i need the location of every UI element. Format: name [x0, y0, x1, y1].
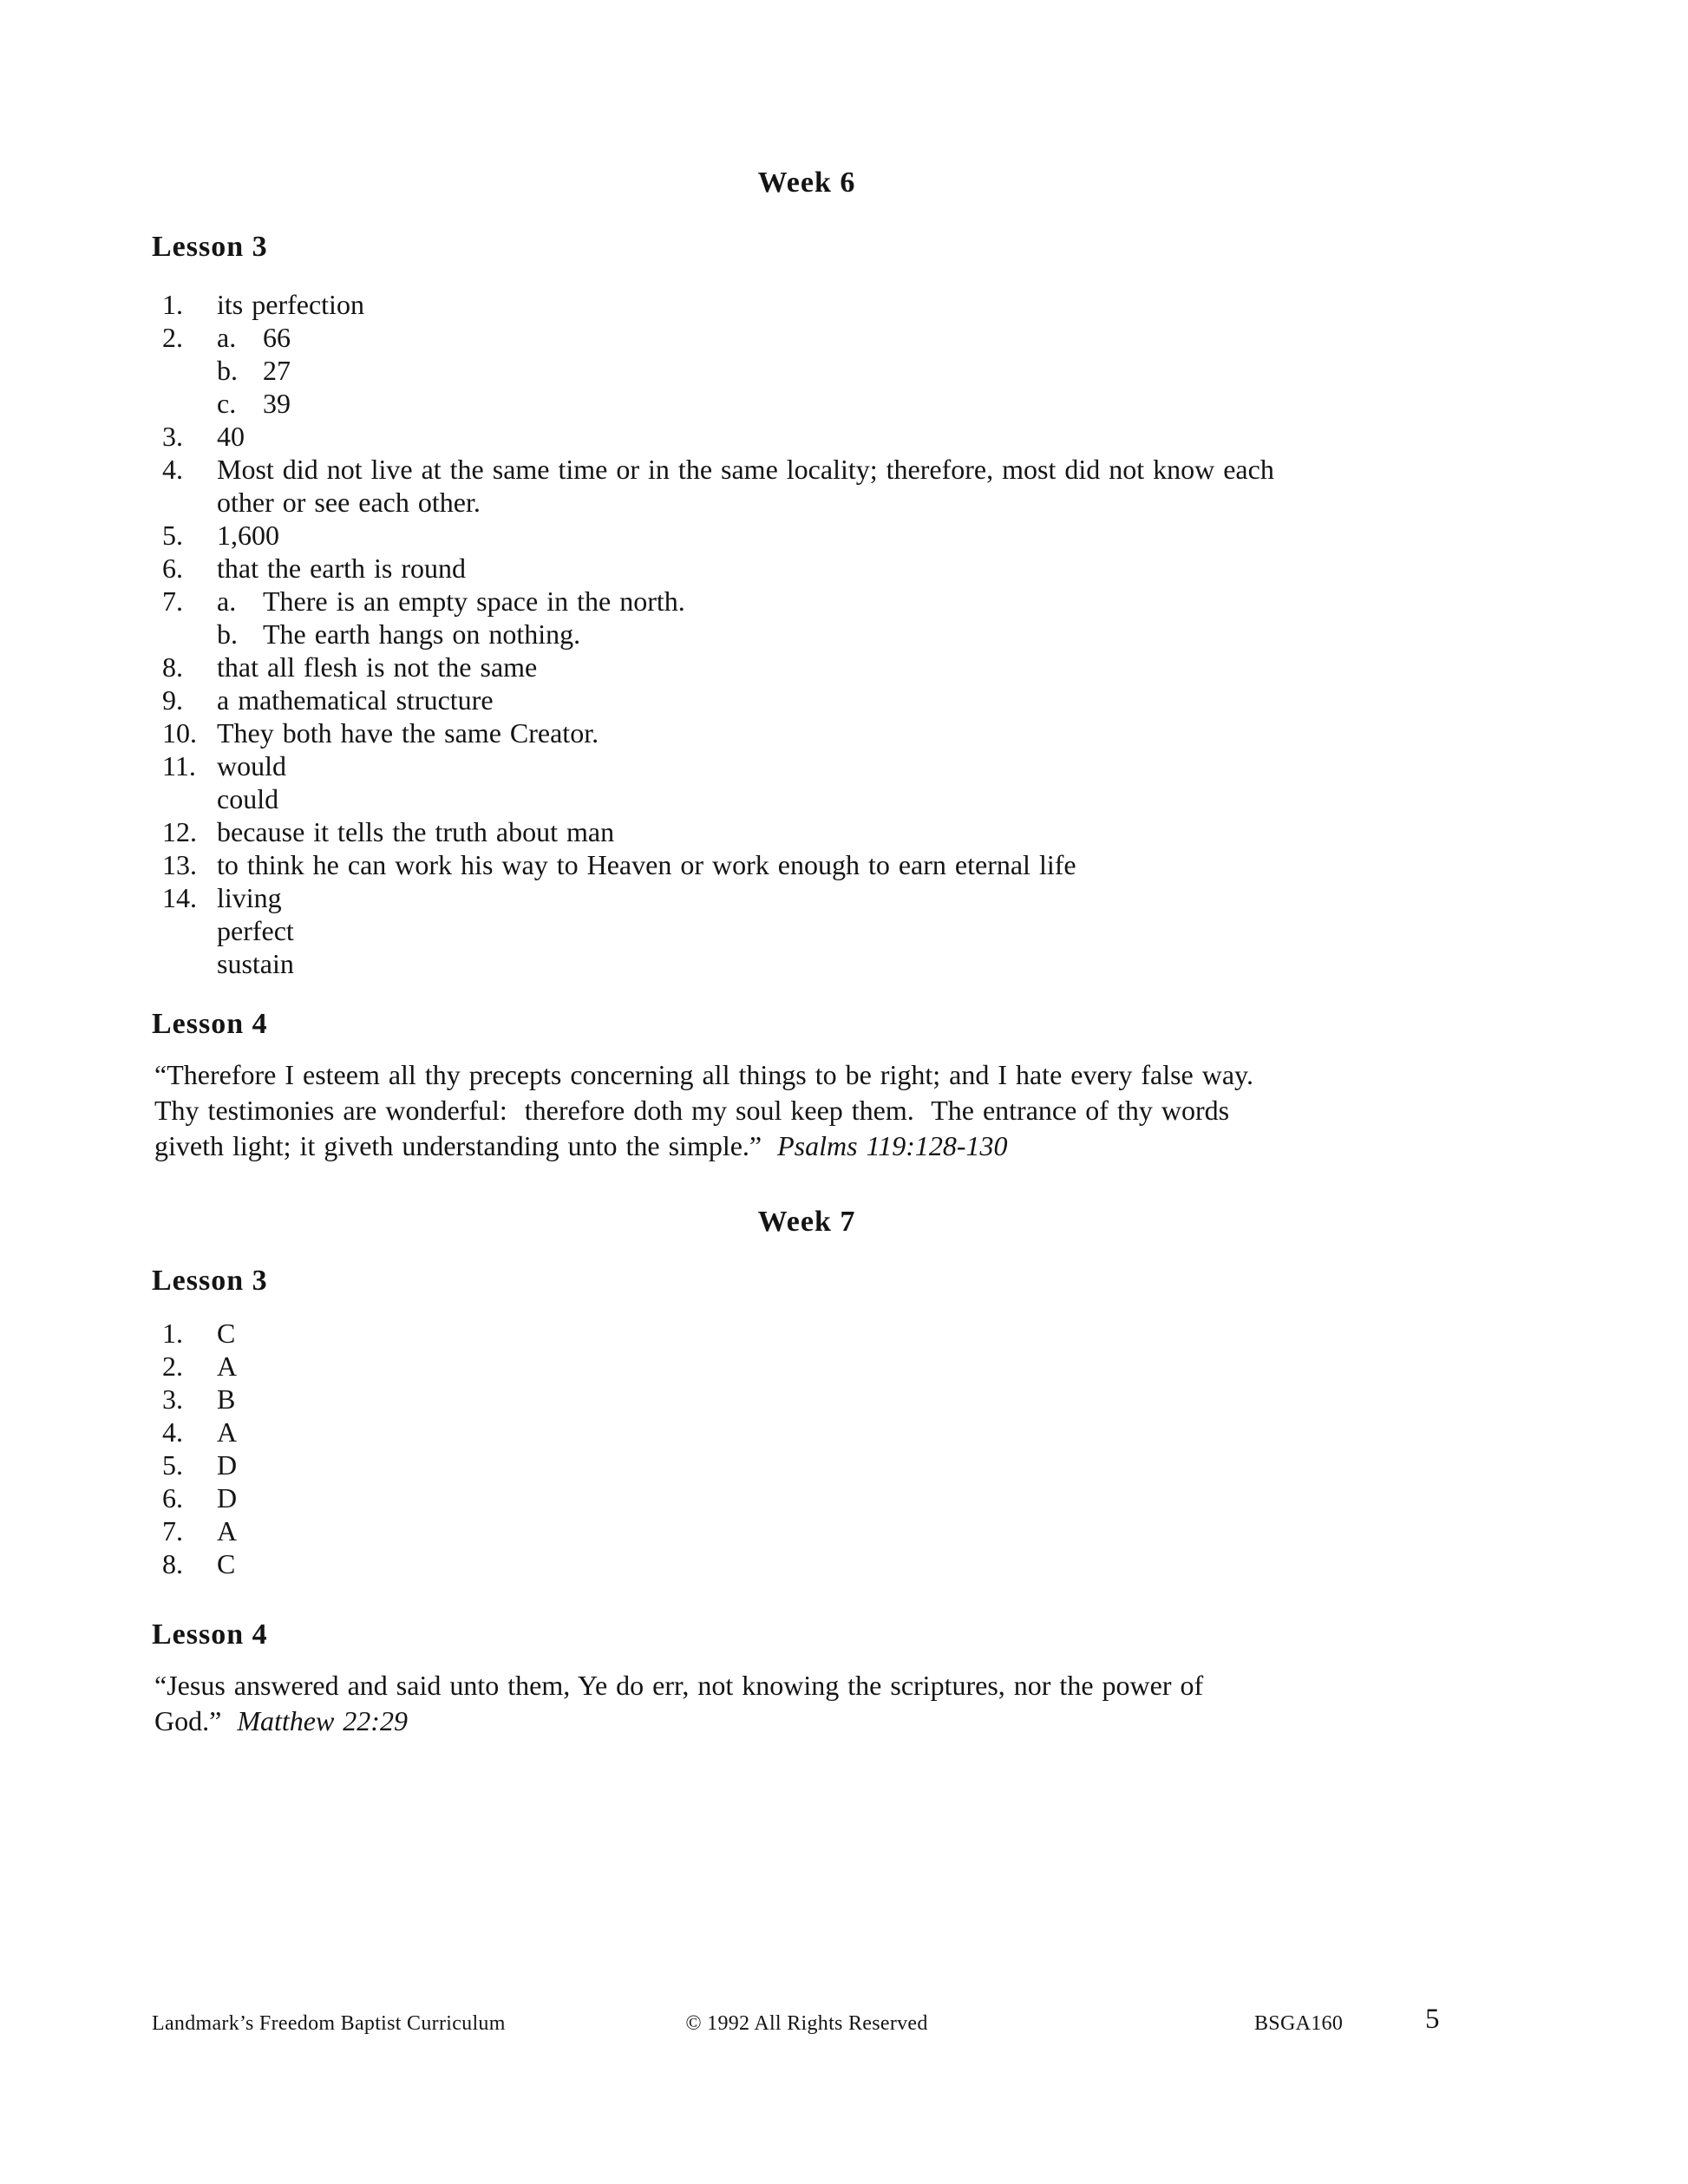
answer-number: 10.	[162, 717, 197, 749]
answer-text: that all flesh is not the same	[217, 651, 538, 683]
answer-row	[162, 1481, 1489, 1514]
answer-row	[162, 1416, 1489, 1448]
answer-text-line: living	[217, 882, 282, 913]
scripture-quote-line: Thy testimonies are wonderful: therefore doth my soul keep them. The entrance of thy words	[154, 1095, 1230, 1126]
answer-sub-row	[217, 321, 1489, 354]
answer-sub-row	[217, 354, 1489, 387]
answer-row	[162, 651, 1489, 683]
answer-number: 2.	[162, 322, 183, 353]
answer-row	[162, 881, 1489, 980]
answer-text-line: would	[217, 750, 286, 781]
answer-text: to think he can work his way to Heaven or work enough to earn eternal life	[217, 849, 1076, 880]
answer-row	[162, 420, 1489, 453]
footer-code: BSGA160	[1254, 2012, 1344, 2035]
answer-row	[162, 1350, 1489, 1383]
answer-row	[162, 552, 1489, 585]
scripture-quote-text: giveth light; it giveth understanding unto the simple.”	[154, 1130, 762, 1161]
answer-row	[162, 519, 1489, 552]
answer-text: C	[217, 1318, 236, 1349]
scripture-reference: Matthew 22:29	[237, 1705, 408, 1736]
answer-row	[162, 585, 1489, 651]
footer-copyright: © 1992 All Rights Reserved	[685, 2012, 928, 2035]
answer-text-line: could	[217, 783, 279, 814]
answer-row	[162, 1547, 1489, 1580]
answer-number: 13.	[162, 849, 197, 880]
answer-text: 1,600	[217, 520, 279, 551]
answer-number: 3.	[162, 421, 183, 452]
answer-row	[162, 848, 1489, 881]
answer-text-multiline	[217, 453, 1489, 519]
answer-text: its perfection	[217, 289, 364, 320]
answer-number: 1.	[162, 1318, 183, 1349]
answer-number: 9.	[162, 684, 183, 716]
answer-sub-letter: b.	[217, 355, 238, 386]
week6-lesson4-scripture-quote	[154, 1057, 1495, 1164]
answer-number: 2.	[162, 1350, 183, 1382]
scripture-reference: Psalms 119:128-130	[777, 1130, 1008, 1161]
week7-lesson3-answer-list	[162, 1317, 1489, 1580]
scripture-quote-line	[154, 1703, 1495, 1739]
answer-number: 5.	[162, 520, 183, 551]
answer-row	[162, 683, 1489, 716]
answer-number: 6.	[162, 1482, 183, 1514]
answer-number: 11.	[162, 750, 196, 781]
answer-sub-text: 39	[263, 388, 291, 419]
answer-row	[162, 453, 1489, 519]
answer-number: 8.	[162, 651, 183, 683]
answer-sub-text: There is an empty space in the north.	[263, 585, 685, 617]
answer-sub-list	[217, 321, 1489, 420]
scripture-quote-line: “Jesus answered and said unto them, Ye do err, not knowing the scriptures, nor the power of	[154, 1670, 1204, 1701]
answer-text-line: sustain	[217, 948, 294, 979]
answer-text-multiline	[217, 749, 1489, 815]
week6-lesson3-answer-list	[162, 288, 1489, 980]
week7-lesson4-scripture-quote	[154, 1668, 1495, 1739]
answer-number: 7.	[162, 585, 183, 617]
answer-text: They both have the same Creator.	[217, 717, 599, 749]
week6-lesson4-heading: Lesson 4	[152, 1008, 268, 1040]
answer-text: B	[217, 1383, 236, 1415]
answer-sub-row	[217, 585, 1489, 618]
answer-sub-text: 66	[263, 322, 291, 353]
answer-row	[162, 1383, 1489, 1416]
answer-sub-text: The earth hangs on nothing.	[263, 618, 581, 650]
answer-row	[162, 288, 1489, 321]
answer-row	[162, 1514, 1489, 1547]
answer-row	[162, 716, 1489, 749]
answer-text: D	[217, 1482, 238, 1514]
answer-number: 14.	[162, 882, 197, 913]
answer-text: 40	[217, 421, 245, 452]
answer-number: 3.	[162, 1383, 183, 1415]
scripture-quote-line	[154, 1128, 1495, 1164]
answer-number: 8.	[162, 1548, 183, 1579]
answer-number: 4.	[162, 1416, 183, 1448]
answer-text-line: other or see each other.	[217, 487, 481, 518]
answer-sub-letter: c.	[217, 388, 237, 419]
answer-row	[162, 1317, 1489, 1350]
answer-text: A	[217, 1416, 238, 1448]
answer-number: 4.	[162, 454, 183, 485]
answer-number: 1.	[162, 289, 183, 320]
answer-sub-row	[217, 618, 1489, 651]
week6-title: Week 6	[757, 167, 856, 199]
answer-sub-list	[217, 585, 1489, 651]
answer-sub-row	[217, 387, 1489, 420]
answer-text: A	[217, 1350, 238, 1382]
answer-number: 7.	[162, 1515, 183, 1546]
answer-text: because it tells the truth about man	[217, 816, 615, 847]
answer-number: 5.	[162, 1449, 183, 1481]
answer-text-multiline	[217, 881, 1489, 980]
answer-row	[162, 321, 1489, 420]
answer-row	[162, 815, 1489, 848]
answer-sub-letter: a.	[217, 585, 237, 617]
answer-text-line: perfect	[217, 915, 294, 946]
answer-text-line: Most did not live at the same time or in the same locality; therefore, most did not know each	[217, 454, 1274, 485]
answer-text: a mathematical structure	[217, 684, 494, 716]
answer-text: D	[217, 1449, 238, 1481]
footer-publisher: Landmark’s Freedom Baptist Curriculum	[152, 2012, 506, 2035]
footer-page-number: 5	[1425, 2004, 1440, 2035]
answer-text: A	[217, 1515, 238, 1546]
answer-sub-text: 27	[263, 355, 291, 386]
answer-number: 6.	[162, 553, 183, 584]
answer-number: 12.	[162, 816, 197, 847]
week7-lesson3-heading: Lesson 3	[152, 1265, 268, 1297]
answer-row	[162, 749, 1489, 815]
scripture-quote-line: “Therefore I esteem all thy precepts concerning all things to be right; and I hate every false way.	[154, 1059, 1253, 1090]
answer-text: C	[217, 1548, 236, 1579]
answer-text: that the earth is round	[217, 553, 467, 584]
week6-lesson3-heading: Lesson 3	[152, 231, 268, 263]
week7-title: Week 7	[757, 1206, 856, 1238]
week7-lesson4-heading: Lesson 4	[152, 1618, 268, 1651]
answer-sub-letter: b.	[217, 618, 238, 650]
scripture-quote-text: God.”	[154, 1705, 222, 1736]
answer-sub-letter: a.	[217, 322, 237, 353]
answer-row	[162, 1448, 1489, 1481]
